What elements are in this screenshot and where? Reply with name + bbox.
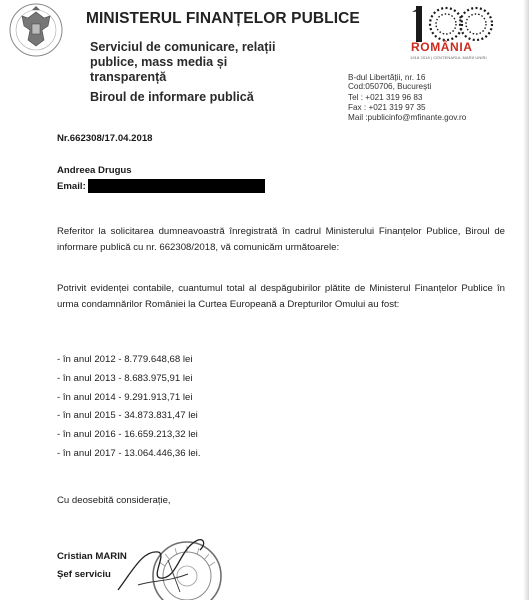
- address-fax: Fax : +021 319 97 35: [348, 103, 426, 112]
- closing-salutation: Cu deosebită considerație,: [57, 495, 171, 506]
- department-line-1: Serviciul de comunicare, relații: [90, 40, 276, 54]
- email-label: Email:: [57, 181, 86, 192]
- signature-icon: [108, 530, 218, 600]
- intro-paragraph: Referitor la solicitarea dumneavoastră înregistrată în cadrul Ministerului Finanțelor Publice, Biroul de informare publică cu nr. 662308/2018, vă comunicăm următoarele:: [57, 226, 505, 253]
- redacted-email-bar: [88, 179, 265, 193]
- address-postcode: Cod:050706, București: [348, 82, 432, 91]
- department-line-2: publice, mass media și: [90, 55, 228, 69]
- list-item: - în anul 2012 - 8.779.648,68 lei: [57, 354, 193, 365]
- list-item: - în anul 2013 - 8.683.975,91 lei: [57, 373, 193, 384]
- page-edge-shadow: [523, 0, 529, 600]
- list-item: - în anul 2017 - 13.064.446,36 lei.: [57, 448, 201, 459]
- coat-of-arms-icon: [8, 0, 64, 60]
- address-street: B-dul Libertății, nr. 16: [348, 73, 426, 82]
- list-item: - în anul 2016 - 16.659.213,32 lei: [57, 429, 198, 440]
- reference-number: Nr.662308/17.04.2018: [57, 133, 153, 144]
- logo-romania-text: ROMÂNIA: [411, 40, 473, 54]
- address-phone: Tel : +021 319 96 83: [348, 93, 423, 102]
- list-item: - în anul 2014 - 9.291.913,71 lei: [57, 392, 193, 403]
- ministry-name: MINISTERUL FINANȚELOR PUBLICE: [86, 10, 360, 27]
- address-email: Mail :publicinfo@mfinante.gov.ro: [348, 113, 467, 122]
- logo-subtext: 1918 2018 | CENTENARUL MARII UNIRI: [410, 55, 487, 60]
- department-line-3: transparență: [90, 70, 167, 84]
- signer-title: Șef serviciu: [57, 569, 111, 580]
- body-paragraph: Potrivit evidenței contabile, cuantumul total al despăgubirilor plătite de Ministerul Finanțelor Publice în urma condamnărilor României la Curtea Europeană a Drepturilor Omului au fost:: [57, 283, 505, 310]
- signer-name: Cristian MARIN: [57, 551, 127, 562]
- recipient-name: Andreea Drugus: [57, 165, 132, 176]
- list-item: - în anul 2015 - 34.873.831,47 lei: [57, 410, 198, 421]
- department-line-4: Biroul de informare publică: [90, 90, 254, 104]
